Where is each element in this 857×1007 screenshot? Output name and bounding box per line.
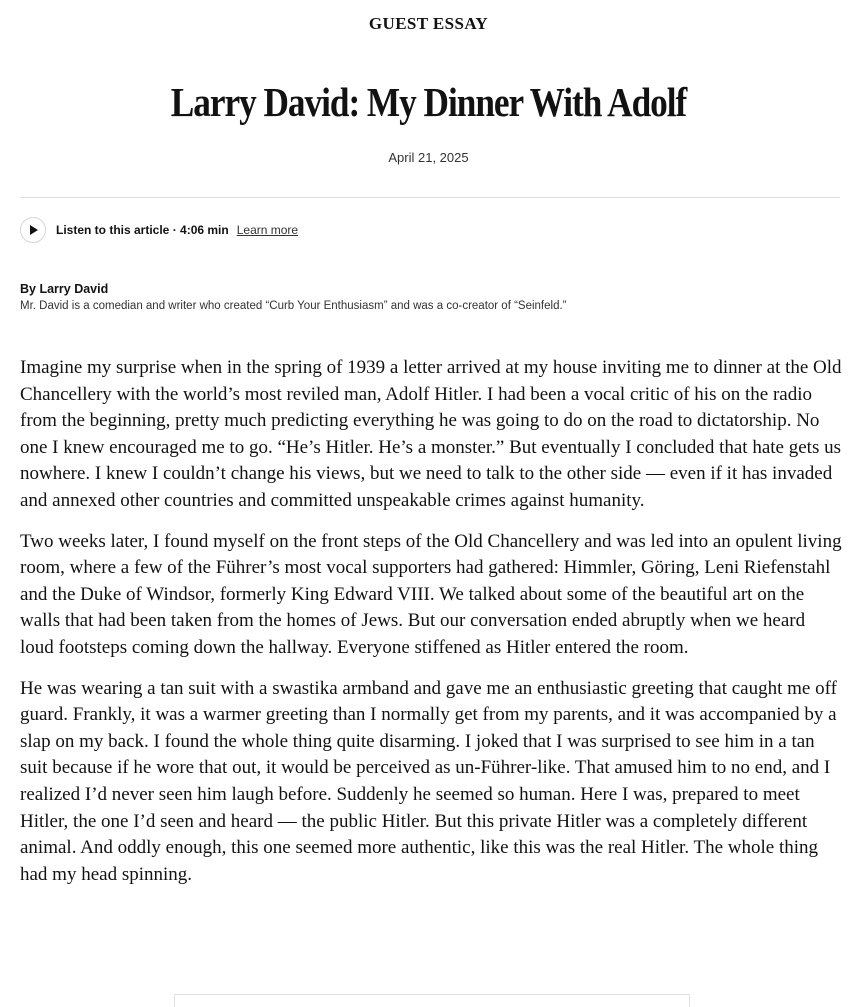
body-paragraph: Two weeks later, I found myself on the front steps of the Old Chancellery and was led into an opulent living room, where a few of the Führer’s most vocal supporters had gathered: Himmler, Göring, Leni Riefenstahl and the Duke of Windsor, formerly King Edward VIII. We talked about some of the beautiful art on the walls that had been taken from the homes of Jews. But our conversation ended abruptly when we heard loud footsteps coming down the hallway. Everyone stiffened as Hitler entered the room. (20, 530, 842, 658)
byline-author[interactable]: By Larry David (20, 282, 109, 296)
audio-player (20, 216, 298, 244)
learn-more-link[interactable]: Learn more (236, 223, 299, 237)
body-paragraph: Imagine my surprise when in the spring of 1939 a letter arrived at my house inviting me to dinner at the Old Chancellery with the world’s most reviled man, Adolf Hitler. I had been a vocal critic of his on the radio from the beginning, pretty much predicting everything he was going to do on the road to dictatorship. No one I knew encouraged me to go. “He’s Hitler. He’s a monster.” But eventually I concluded that hate gets us nowhere. I knew I couldn’t change his views, but we need to talk to the other side — even if it has invaded and annexed other countries and committed unspeakable crimes against humanity. (20, 357, 842, 511)
header-divider (20, 197, 840, 198)
section-kicker: GUEST ESSAY (368, 14, 489, 33)
publish-date: April 21, 2025 (388, 150, 469, 165)
listen-label: Listen to this article · 4:06 min (56, 223, 229, 237)
article-body (20, 355, 842, 902)
article-headline: Larry David: My Dinner With Adolf (170, 79, 687, 125)
play-button[interactable] (20, 217, 46, 243)
play-icon (30, 225, 38, 235)
author-bio: Mr. David is a comedian and writer who created “Curb Your Enthusiasm” and was a co-creator of “Seinfeld.” (20, 300, 567, 312)
body-paragraph: He was wearing a tan suit with a swastika armband and gave me an enthusiastic greeting that caught me off guard. Frankly, it was a warmer greeting than I normally get from my parents, and it was accompanied by a slap on my back. I found the whole thing quite disarming. I joked that I was surprised to see him in a tan suit because if he wore that out, it would be perceived as un-Führer-like. That amused him to no end, and I realized I’d never seen him laugh before. Suddenly he seemed so human. Here I was, prepared to meet Hitler, the one I’d seen and heard — the public Hitler. But this private Hitler was a completely different animal. And oddly enough, this one seemed more authentic, like this was the real Hitler. The whole thing had my head spinning. (20, 677, 837, 885)
ad-container (174, 994, 690, 1007)
